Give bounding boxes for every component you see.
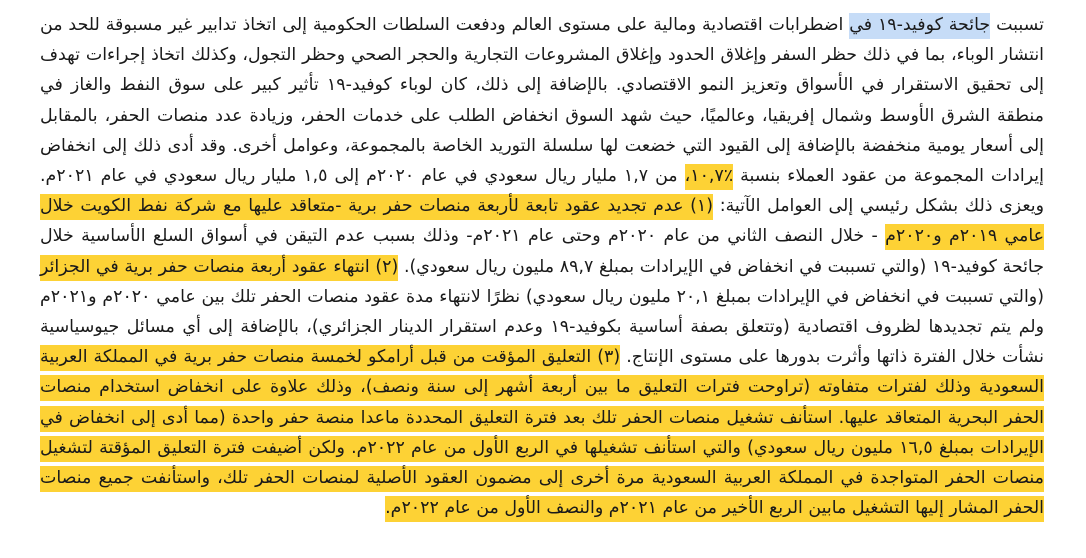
highlighted-text[interactable]: ٪١٠,٧، bbox=[685, 164, 734, 190]
selected-text[interactable]: جائحة كوفيد-١٩ في bbox=[849, 13, 990, 39]
text-run: اضطرابات اقتصادية ومالية على مستوى العالم ودفعت السلطات الحكومية إلى اتخاذ تدابير غير مسبوقة للحد من انتشار الوباء، بما في ذلك حظر السفر وإغلاق الحدود وإغلاق المشروعات التجارية والحجر الصحي وحظر التجول، وكذلك اتخاذ إجراءات تهدف إلى تحقيق الاستقرار في الأسواق وتعزيز النمو الاقتصادي. بالإضافة إلى ذلك، كان لوباء كوفيد-١٩ تأثير كبير على سوق النفط والغاز في منطقة الشرق الأوسط وشمال إفريقيا، وعالميًا، حيث شهد السوق انخفاض الطلب على خدمات الحفر، وزيادة عدد منصات الحفر، بالمقابل إلى أسعار يومية منخفضة بالإضافة إلى القيود التي خضعت لها سلسلة التوريد الخاصة بالمجموعة، وعوامل أخرى. وقد أدى ذلك إلى انخفاض إيرادات المجموعة من عقود العملاء بنسبة bbox=[40, 15, 1045, 187]
highlighted-text[interactable]: (٣) التعليق المؤقت من قبل أرامكو لخمسة منصات حفر برية في المملكة العربية السعودية وذلك لفترات متفاوته (تراوحت فترات التعليق ما بين أربعة أشهر إلى سنة ونصف)، وذلك علاوة على انخفاض استخدام منصات الحفر البحرية المتعاقد عليها. استأنف تشغيل منصات الحفر تلك بعد فترة التعليق المحددة ماعدا منصة حفر واحدة (مما أدى إلى انخفاض في الإيرادات بمبلغ ١٦,٥ مليون ريال سعودي) والتي استأنف تشغيلها في الربع الأول من عام ٢٠٢٢م. ولكن أضيفت فترة التعليق المؤقتة لتشغيل منصات الحفر المتواجدة في المملكة العربية السعودية مرة أخرى إلى مضمون العقود الأصلية لمنصات الحفر تلك، واستأنفت جميع منصات الحفر المشار إليها التشغيل مابين الربع الأخير من عام ٢٠٢١م والنصف الأول من عام ٢٠٢٢م. bbox=[40, 345, 1044, 522]
text-run: تسببت bbox=[990, 15, 1044, 35]
highlighted-text[interactable]: (٢) انتهاء عقود أربعة منصات حفر برية في الجزائر bbox=[40, 255, 398, 281]
text-run: من ١,٧ مليار ريال سعودي في عام ٢٠٢٠م إلى ١,٥ مليار ريال سعودي في عام ٢٠٢١م. ويعزى ذلك بشكل رئيسي إلى العوامل الآتية: bbox=[40, 166, 1044, 217]
text-run: (والتي تسببت في انخفاض في الإيرادات بمبلغ ٢٠,١ مليون ريال سعودي) نظرًا لانتهاء مدة عقود منصات الحفر تلك بين عامي ٢٠٢٠م و٢٠٢١م ولم يتم تجديدها لظروف اقتصادية (وتتعلق بصفة أساسية بكوفيد-١٩ وعدم استقرار الدينار الجزائري)، بالإضافة إلى أي مسائل جيوسياسية نشأت خلال الفترة ذاتها وأثرت بدورها على مستوى الإنتاج. bbox=[40, 286, 1045, 368]
text-run: - خلال النصف الثاني من عام ٢٠٢٠م وحتى عام ٢٠٢١م- وذلك بسبب عدم التيقن في أسواق السلع الأساسية خلال جائحة كوفيد-١٩ (والتي تسببت في انخفاض في الإيرادات بمبلغ ٨٩,٧ مليون ريال سعودي). bbox=[40, 226, 1044, 277]
body-paragraph bbox=[40, 10, 1044, 523]
highlighted-text[interactable]: (١) عدم تجديد عقود تابعة لأربعة منصات حفر برية -متعاقد عليها مع شركة نفط الكويت خلال عامي ٢٠١٩م و٢٠٢٠م bbox=[40, 194, 1044, 250]
